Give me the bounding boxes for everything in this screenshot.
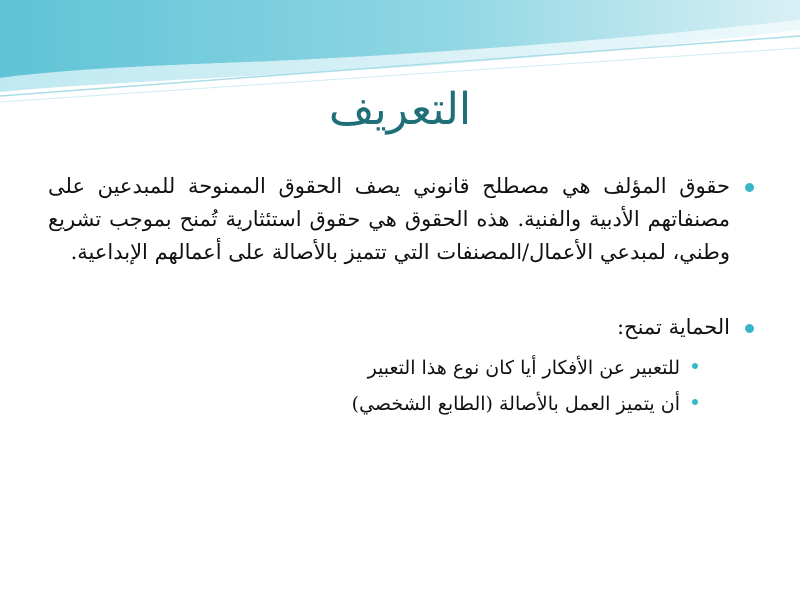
bullet-item-definition xyxy=(48,170,758,269)
slide-title: التعريف xyxy=(328,84,472,135)
bullet-dot-icon xyxy=(745,183,754,192)
bullet-item-protection xyxy=(48,311,758,344)
bullet-text: حقوق المؤلف هي مصطلح قانوني يصف الحقوق الممنوحة للمبدعين على مصنفاتهم الأدبية والفنية. هذه الحقوق هي حقوق استئثارية تُمنح بموجب تشريع وطني، لمبدعي الأعمال/المصنفات التي تتميز بالأصالة على أعمالهم الإبداعية. xyxy=(48,174,730,264)
bullet-dot-icon xyxy=(745,324,754,333)
slide-content xyxy=(48,170,758,422)
sub-bullet-dot-icon xyxy=(692,363,698,369)
sub-bullet-item xyxy=(48,350,700,386)
sub-bullet-list xyxy=(48,350,758,422)
sub-bullet-text: أن يتميز العمل بالأصالة (الطابع الشخصي) xyxy=(351,393,680,415)
bullet-text: الحماية تمنح: xyxy=(616,315,730,339)
sub-bullet-text: للتعبير عن الأفكار أيا كان نوع هذا التعبير xyxy=(367,357,680,379)
sub-bullet-item xyxy=(48,386,700,422)
sub-bullet-dot-icon xyxy=(692,399,698,405)
